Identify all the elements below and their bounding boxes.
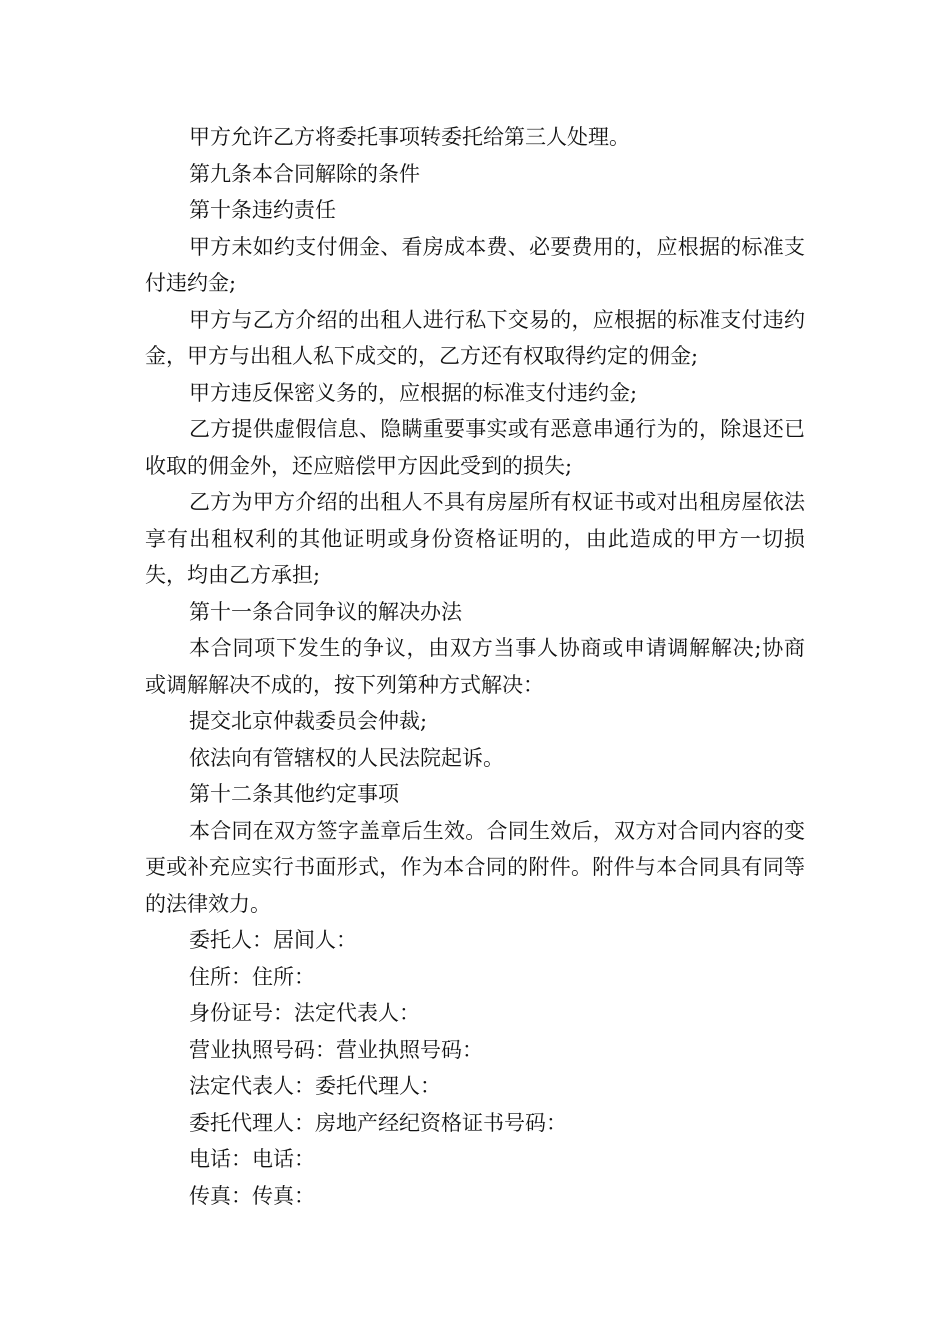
signature-line-id: 身份证号：法定代表人：: [189, 1001, 420, 1025]
paragraph-breach-no-ownership: 乙方为甲方介绍的出租人不具有房屋所有权证书或对出租房屋依法享有出租权利的其他证明或身份资格证明的，由此造成的甲方一切损失，均由乙方承担;: [145, 490, 805, 587]
paragraph-breach-payment: 甲方未如约支付佣金、看房成本费、必要费用的，应根据的标准支付违约金;: [145, 234, 805, 295]
heading-article-11: 第十一条合同争议的解决办法: [189, 599, 462, 624]
heading-article-12: 第十二条其他约定事项: [189, 782, 399, 806]
paragraph-breach-false-info: 乙方提供虚假信息、隐瞒重要事实或有恶意串通行为的，除退还已收取的佣金外，还应赔偿甲方因此受到的损失;: [145, 417, 805, 478]
paragraph-litigation: 依法向有管辖权的人民法院起诉。: [189, 745, 504, 770]
heading-article-10: 第十条违约责任: [189, 198, 336, 222]
signature-line-fax: 传真：传真：: [189, 1183, 315, 1208]
document-body: [145, 119, 805, 1214]
heading-article-9: 第九条本合同解除的条件: [189, 161, 420, 186]
paragraph-dispute-resolution: 本合同项下发生的争议，由双方当事人协商或申请调解解决;协商或调解解决不成的，按下列第种方式解决：: [145, 636, 805, 697]
signature-line-license: 营业执照号码：营业执照号码：: [189, 1037, 483, 1062]
signature-line-agent: 委托代理人：房地产经纪资格证书号码：: [189, 1110, 567, 1135]
signature-line-legal-rep: 法定代表人：委托代理人：: [189, 1074, 441, 1098]
paragraph-breach-confidentiality: 甲方违反保密义务的，应根据的标准支付违约金;: [189, 380, 638, 405]
paragraph-arbitration: 提交北京仲裁委员会仲裁;: [189, 709, 428, 733]
paragraph-breach-private-deal: 甲方与乙方介绍的出租人进行私下交易的，应根据的标准支付违约金，甲方与出租人私下成交的，乙方还有权取得约定的佣金;: [145, 307, 805, 368]
signature-line-phone: 电话：电话：: [189, 1147, 315, 1171]
paragraph-effectiveness: 本合同在双方签字盖章后生效。合同生效后，双方对合同内容的变更或补充应实行书面形式，作为本合同的附件。附件与本合同具有同等的法律效力。: [145, 818, 805, 916]
signature-line-parties: 委托人：居间人：: [189, 928, 357, 952]
paragraph-sub-delegation: 甲方允许乙方将委托事项转委托给第三人处理。: [189, 125, 630, 149]
signature-line-address: 住所：住所：: [189, 964, 315, 989]
